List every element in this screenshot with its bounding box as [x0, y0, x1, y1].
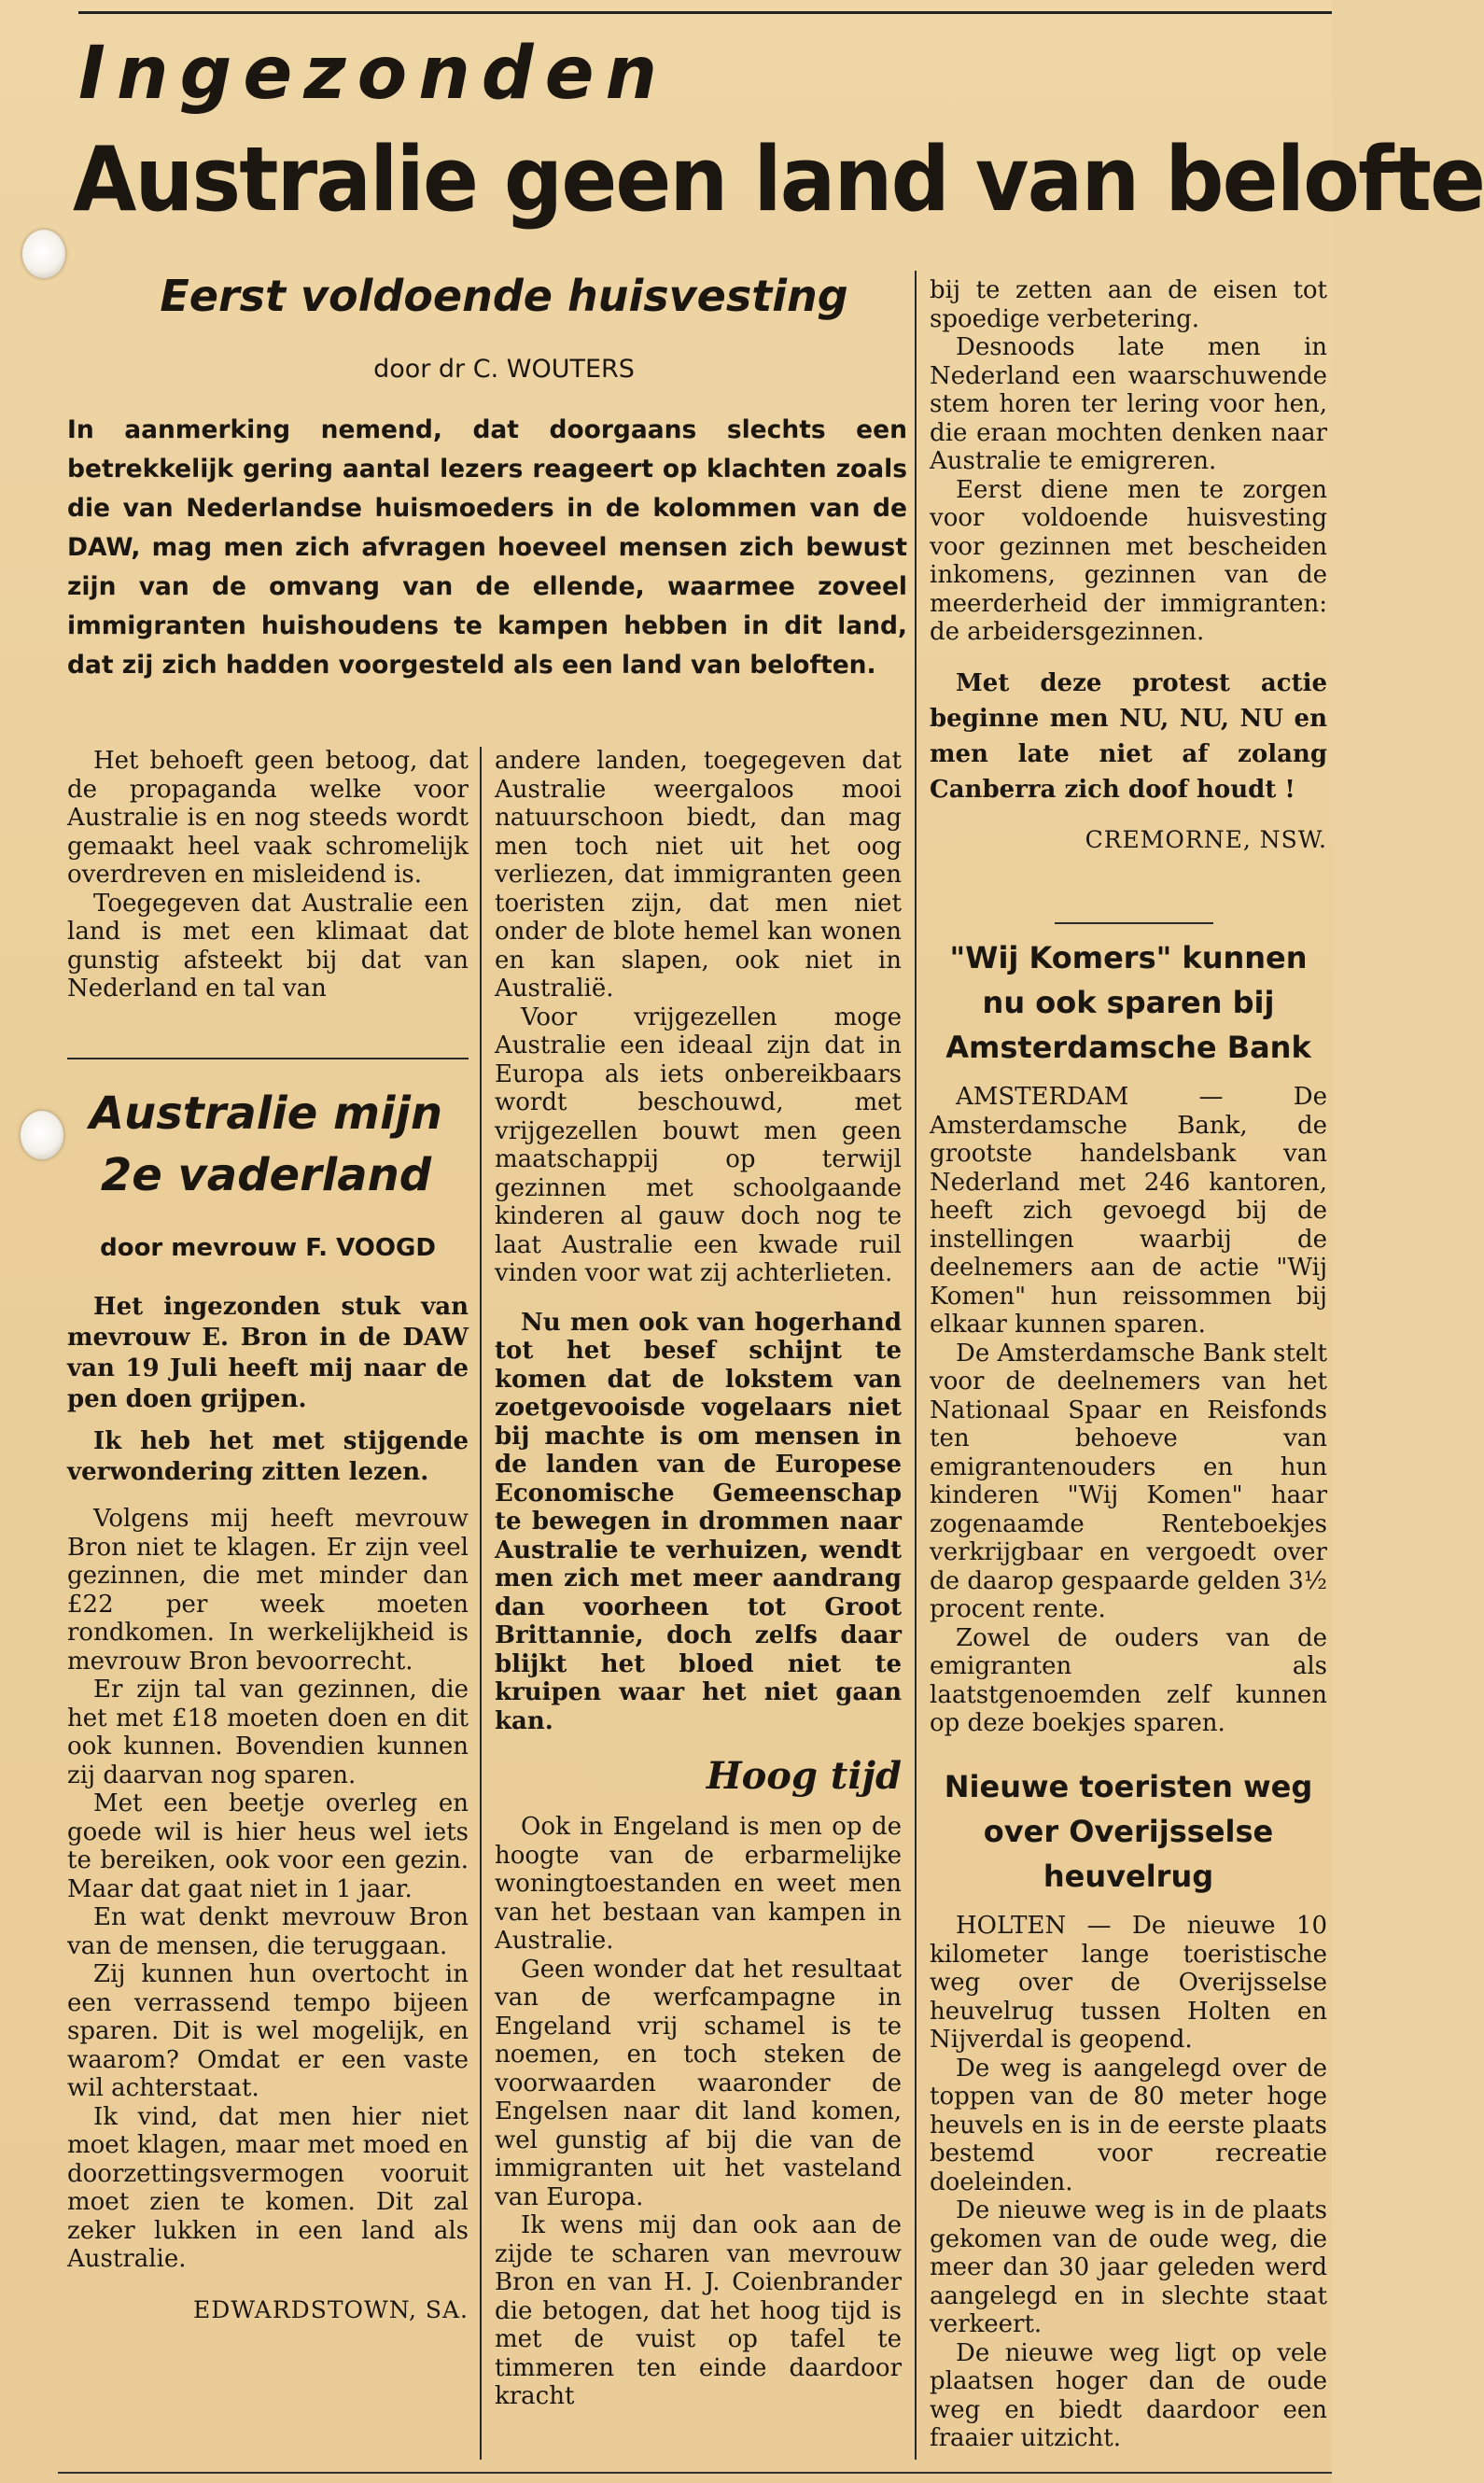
article1-signature: CREMORNE, NSW. [1085, 825, 1327, 853]
article2-title: Australie mijn 2e vaderland [89, 1087, 443, 1201]
column-rule-1 [480, 747, 482, 2460]
article3-paragraph: De Amsterdamsche Bank stelt voor de deelnemers van het Nationaal Spaar en Reisfonds ten behoeve van emigrantenouders en hun kinderen "Wij Komen" haar zogenaamde Renteboekjes verkrijgbaar en vergoedt over de daarop gespaarde gelden 3½ procent rente. [930, 1339, 1327, 1623]
article1-col1-paragraph: Toegegeven dat Australie een land is met een klimaat dat gunstig afsteekt bij dat van Nederland en tal van [67, 889, 469, 1003]
article4-paragraph: De nieuwe weg ligt op vele plaatsen hoger dan de oude weg en biedt daardoor een fraaier uitzicht. [930, 2338, 1327, 2452]
article1-col2b-paragraph: Geen wonder dat het resultaat van de werfcampagne in Engeland vrij schamel is te noemen, en toch steken de voorwaarden waaronder de Engelsen naar dit land komen, wel gunstig af bij die van de immigranten uit het vasteland van Europa. [495, 1955, 902, 2211]
article2-paragraph: En wat denkt mevrouw Bron van de mensen, die teruggaan. [67, 1903, 469, 1960]
article2-paragraph: Ik vind, dat men hier niet moet klagen, maar met moed en doorzettingsvermogen vooruit moet zien te komen. Dit zal zeker lukken in een land als Australie. [67, 2102, 469, 2273]
article1-col3-bold-paragraph: Met deze protest actie beginne men NU, NU, NU en men late niet af zolang Canberra zich doof houdt ! [930, 668, 1327, 804]
article4 [930, 1764, 1327, 2453]
article2-signature: EDWARDSTOWN, SA. [193, 2295, 469, 2323]
article1-byline: door dr C. WOUTERS [373, 355, 635, 384]
article4-title: Nieuwe toeristen weg over Overijsselse heuvelrug [944, 1769, 1313, 1894]
kicker-ingezonden: Ingezonden [78, 32, 669, 116]
article1-subhead-hoog-tijd: Hoog tijd [706, 1754, 902, 1798]
article2-paragraph: Met een beetje overleg en goede wil is hier heus wel iets te bereiken, ook voor een gezin. Maar dat gaat niet in 1 jaar. [67, 1789, 469, 1903]
article1-col3-paragraph: Eerst diene men te zorgen voor voldoende huisvesting voor gezinnen met bescheiden inkomens, gezinnen van de meerderheid der immigranten: de arbeidersgezinnen. [930, 475, 1327, 646]
column-rule-2 [915, 271, 917, 2460]
article2-paragraph: Er zijn tal van gezinnen, die het met £18 moeten doen en dit ook kunnen. Bovendien kunnen zij daarvan nog sparen. [67, 1676, 469, 1789]
article4-paragraph: De nieuwe weg is in de plaats gekomen van de oude weg, die meer dan 30 jaar geleden werd aangelegd en in slechte staat verkeert. [930, 2196, 1327, 2338]
article1-column-1 [67, 747, 469, 1003]
article1-col2b-paragraph: Ook in Engeland is men op de hoogte van de erbarmelijke woningtoestanden en weet men van het bestaan van kampen in Australie. [495, 1813, 902, 1955]
article2-lead-paragraph: Het ingezonden stuk van mevrouw E. Bron in de DAW van 19 Juli heeft mij naar de pen doen grijpen. [67, 1293, 469, 1413]
article2-paragraph: Zij kunnen hun overtocht in een verrassend tempo bijeen sparen. Dit is wel mogelijk, en waarom? Omdat er een vaste wil achterstaat. [67, 1960, 469, 2102]
article3 [930, 935, 1327, 1738]
article1-col2b-paragraph: Ik wens mij dan ook aan de zijde te scharen van mevrouw Bron en van H. J. Coienbrander die betogen, dat het hoog tijd is met de vuist op tafel te timmeren ten einde daardoor kracht [495, 2211, 902, 2410]
article-divider [67, 1058, 469, 1059]
article1-col1-paragraph: Het behoeft geen betoog, dat de propaganda welke voor Australie is en nog steeds wordt gemaakt heel vaak schromelijk overdreven en misleidend is. [67, 747, 469, 889]
article4-paragraph: De weg is aangelegd over de toppen van de 80 meter hoge heuvels en is in de eerste plaats bestemd voor recreatie doeleinden. [930, 2054, 1327, 2196]
article2-body [67, 1292, 469, 2323]
article1-column-2 [495, 747, 902, 2411]
article1-col3-paragraph: Desnoods late men in Nederland een waarschuwende stem horen ter lering voor hen, die eraan mochten denken naar Australie te emigreren. [930, 333, 1327, 475]
article1-col3-paragraph: bij te zetten aan de eisen tot spoedige verbetering. [930, 276, 1327, 333]
article1-lead: In aanmerking nemend, dat doorgaans slechts een betrekkelijk gering aantal lezers reageert op klachten zoals die van Nederlandse huismoeders in de kolommen van de DAW, mag men zich afvragen hoeveel mensen zich bewust zijn van de omvang van de ellende, waarmee zoveel immigranten huishoudens te kampen hebben in dit land, dat zij zich hadden voorgesteld als een land van beloften. [67, 415, 907, 680]
top-rule [78, 11, 1332, 14]
bottom-rule [58, 2472, 1332, 2474]
article3-title: "Wij Komers" kunnen nu ook sparen bij Amsterdamsche Bank [945, 940, 1311, 1065]
article2-paragraph: Volgens mij heeft mevrouw Bron niet te klagen. Er zijn veel gezinnen, die met minder dan £22 per week moeten rondkomen. In werkelijkheid is mevrouw Bron bevoorrecht. [67, 1505, 469, 1676]
article1-col2-paragraph: Voor vrijgezellen moge Australie een ideaal zijn dat in Europa als iets onbereikbaars wordt beschouwd, met vrijgezellen bouwt men geen maatschappij op terwijl gezinnen met schoolgaande kinderen al gauw doch nog te laat Australie een kwade ruil vinden voor wat zij achterlieten. [495, 1003, 902, 1287]
article2-byline: door mevrouw F. VOOGD [100, 1234, 436, 1262]
article1-column-3 [930, 276, 1327, 853]
article4-paragraph: HOLTEN — De nieuwe 10 kilometer lange toeristische weg over de Overijsselse heuvelrug tussen Holten en Nijverdal is geopend. [930, 1912, 1327, 2054]
article1-col2-paragraph: andere landen, toegegeven dat Australie weergaloos mooi natuurschoon biedt, dan mag men toch niet uit het oog verliezen, dat immigranten geen toeristen zijn, dat men niet onder de blote hemel kan wonen en kan slapen, ook niet in Australië. [495, 747, 902, 1003]
article3-paragraph: AMSTERDAM — De Amsterdamsche Bank, de grootste handelsbank van Nederland met 246 kantoren, heeft zich gevoegd bij de instellingen waarbij de deelnemers aan de actie "Wij Komen" hun reissommen bij elkaar kunnen sparen. [930, 1083, 1327, 1339]
article2-lead-paragraph: Ik heb het met stijgende verwondering zitten lezen. [67, 1427, 469, 1486]
article1-col2-bold-paragraph: Nu men ook van hogerhand tot het besef schijnt te komen dat de lokstem van zoetgevooisde vogelaars niet bij machte is om mensen in de landen van de Europese Economische Gemeenschap te bewegen in drommen naar Australie te verhuizen, wendt men zich met meer aandrang dan voorheen tot Groot Brittannie, doch zelfs daar blijkt het bloed niet te kruipen waar het niet gaan kan. [495, 1308, 902, 1735]
main-headline: Australie geen land van belofte [73, 129, 1484, 231]
article3-paragraph: Zowel de ouders van de emigranten als laatstgenoemden zelf kunnen op deze boekjes sparen. [930, 1623, 1327, 1737]
punch-hole-top [22, 230, 65, 278]
short-divider [1055, 922, 1213, 924]
article1-subtitle: Eerst voldoende huisvesting [160, 271, 848, 321]
